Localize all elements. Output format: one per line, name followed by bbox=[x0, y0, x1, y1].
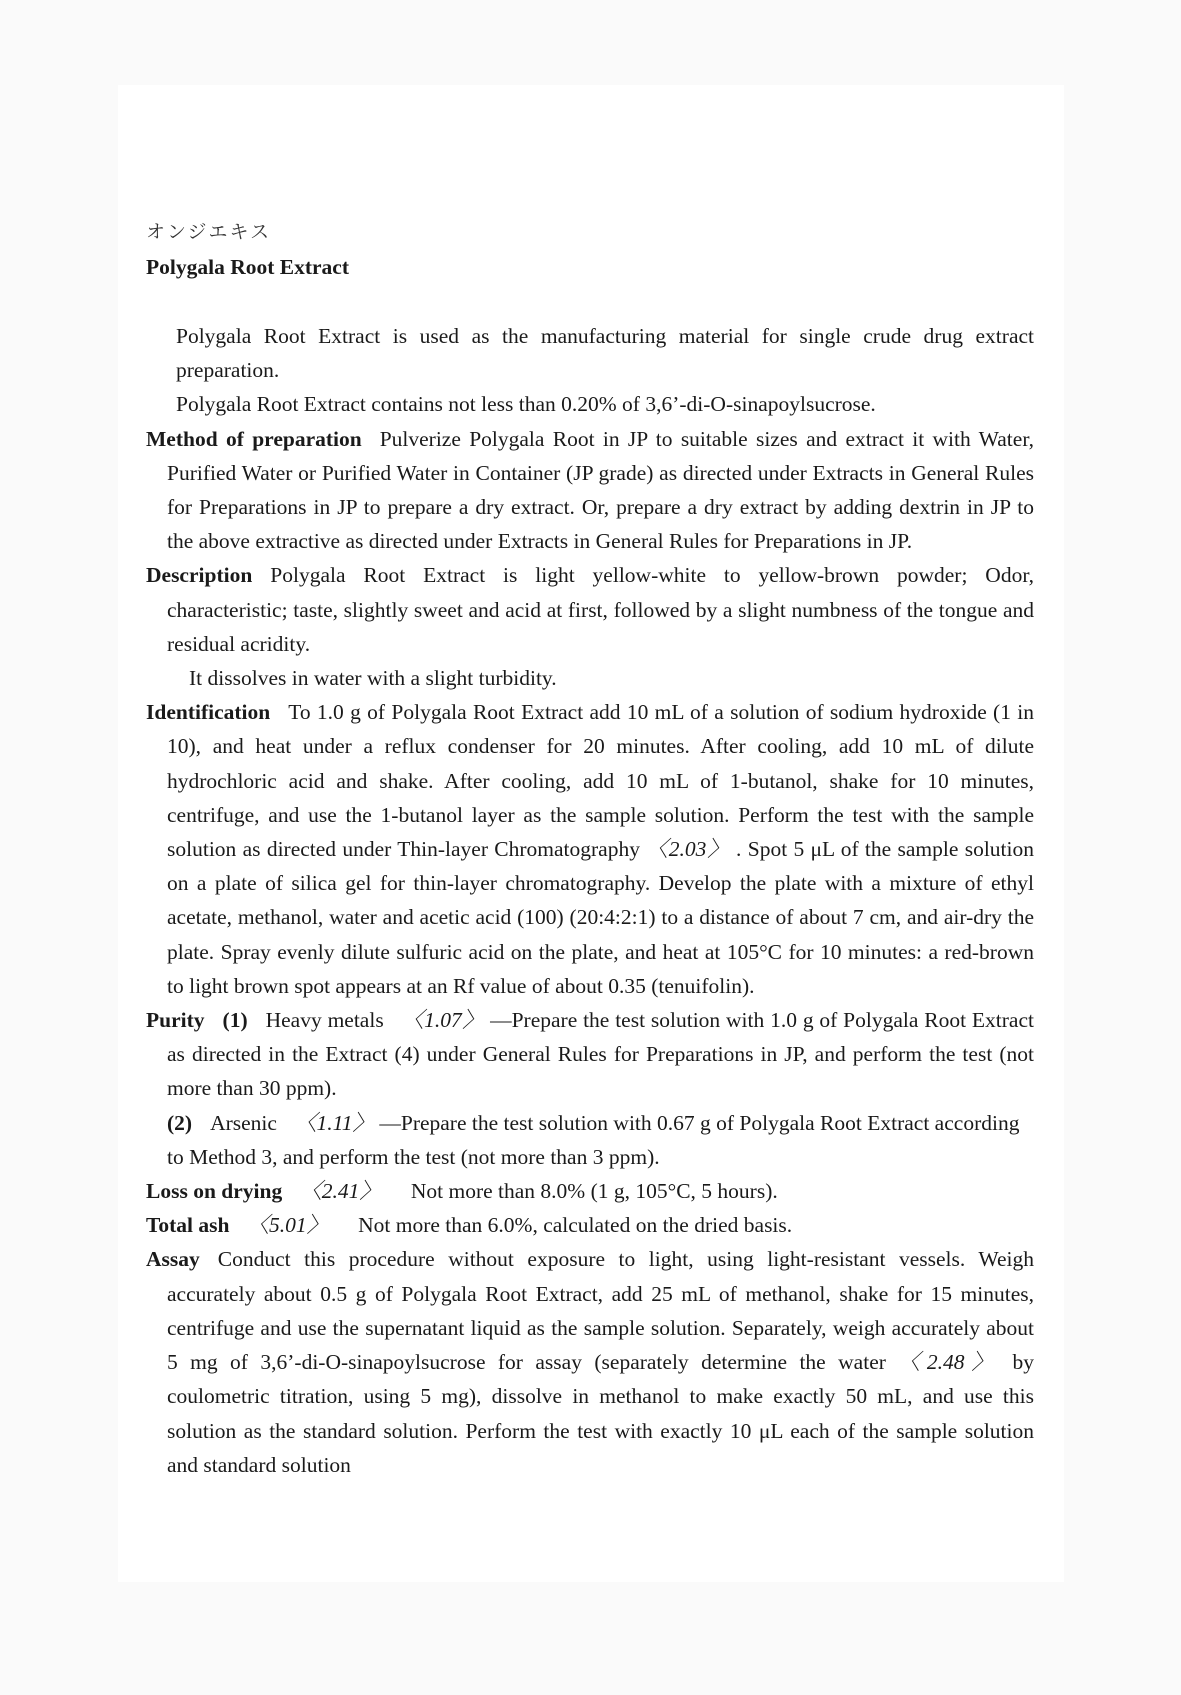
monograph-title: Polygala Root Extract bbox=[146, 255, 350, 279]
document-page bbox=[118, 85, 1064, 1582]
total-ash-section bbox=[146, 1208, 1034, 1242]
identification-text-b: . Spot 5 μL of the sample solution on a plate of silica gel for thin-layer chromatography. Develop the plate with a mixture of ethyl acetate, methanol, water and acetic acid (100) (20:4:2:1) to a distance of about 7 cm, and air-dry the plate. Spray evenly dilute sulfuric acid on the plate, and heat at 105°C for 10 minutes: a red-brown to light brown spot appears at an Rf value of about 0.35 (tenuifolin). bbox=[167, 837, 1035, 998]
purity-item2-text: —Prepare the test solution with 0.67 g of Polygala Root Extract according to Method 3, and perform the test (not more than 3 ppm). bbox=[167, 1110, 1020, 1169]
purity-label: Purity bbox=[146, 1008, 205, 1033]
method-label: Method of preparation bbox=[146, 426, 362, 451]
assay-text-a: Conduct this procedure without exposure to light, using light-resistant vessels. Weigh accurately about 0.5 g of Polygala Root Extract, add 25 mL of methanol, shake for 15 minutes, centrifuge and use the supernatant liquid as the sample solution. Separately, weigh accurately about 5 mg of 3,6’-di-O-sinapoylsucrose for assay (separately determine the water bbox=[167, 1247, 1034, 1375]
identification-label: Identification bbox=[146, 700, 271, 725]
intro-paragraph-2: Polygala Root Extract contains not less than 0.20% of 3,6’-di-O-sinapoylsucrose. bbox=[176, 392, 876, 417]
method-of-preparation-section bbox=[146, 422, 1034, 559]
method-text: Pulverize Polygala Root in JP to suitable sizes and extract it with Water, Purified Water or Purified Water in Container (JP grade) as directed under Extracts in General Rules for Preparations in JP to prepare a dry extract. Or, prepare a dry extract by adding dextrin in JP to the above extractive as directed under Extracts in General Rules for Preparations in JP. bbox=[167, 426, 1034, 554]
total-ash-text: Not more than 6.0%, calculated on the dried basis. bbox=[358, 1213, 793, 1238]
purity-item1-name: Heavy metals bbox=[265, 1008, 384, 1033]
assay-label: Assay bbox=[146, 1247, 200, 1272]
purity-item1-ref: 〈1.07〉 bbox=[401, 1008, 485, 1033]
assay-text-b: by coulometric titration, using 5 mg), dissolve in methanol to make exactly 50 mL, and use this solution as the standard solution. Perform the test with exactly 10 μL each of the sample solution and standard solution bbox=[167, 1350, 1034, 1477]
purity-item-2 bbox=[146, 1106, 1034, 1174]
purity-item2-number: (2) bbox=[167, 1110, 193, 1135]
loss-on-drying-label: Loss on drying bbox=[146, 1179, 283, 1204]
intro-paragraph-1: Polygala Root Extract is used as the manufacturing material for single crude drug extract preparation. bbox=[176, 324, 1034, 383]
identification-section bbox=[146, 695, 1034, 1003]
assay-section bbox=[146, 1242, 1034, 1481]
total-ash-label: Total ash bbox=[146, 1213, 230, 1238]
purity-item1-text: —Prepare the test solution with 1.0 g of Polygala Root Extract as directed in the Extract (4) under General Rules for Preparations in JP, and perform the test (not more than 30 ppm). bbox=[167, 1008, 1034, 1101]
loss-on-drying-section bbox=[146, 1174, 1034, 1208]
monograph-content bbox=[146, 215, 1034, 1482]
purity-section bbox=[146, 1003, 1034, 1106]
description-label: Description bbox=[146, 563, 253, 588]
loss-on-drying-text: Not more than 8.0% (1 g, 105°C, 5 hours). bbox=[410, 1179, 778, 1204]
identification-ref: 〈2.03〉 bbox=[646, 837, 730, 862]
description-section bbox=[146, 558, 1034, 661]
description-paragraph-2: It dissolves in water with a slight turbidity. bbox=[189, 666, 557, 691]
identification-text-a: To 1.0 g of Polygala Root Extract add 10 mL of a solution of sodium hydroxide (1 in 10), and heat under a reflux condenser for 20 minutes. After cooling, add 10 mL of dilute hydrochloric acid and shake. After cooling, add 10 mL of 1-butanol, shake for 10 minutes, centrifuge, and use the 1-butanol layer as the sample solution. Perform the test with the sample solution as directed under Thin-layer Chromatography bbox=[167, 700, 1034, 862]
purity-item2-ref: 〈1.11〉 bbox=[294, 1110, 374, 1135]
loss-on-drying-ref: 〈2.41〉 bbox=[300, 1179, 381, 1204]
purity-item1-number: (1) bbox=[222, 1008, 248, 1033]
description-text: Polygala Root Extract is light yellow-white to yellow-brown powder; Odor, characteristic; taste, slightly sweet and acid at first, followed by a slight numbness of the tongue and residual acridity. bbox=[167, 563, 1034, 656]
total-ash-ref: 〈5.01〉 bbox=[247, 1213, 329, 1238]
assay-ref: 〈2.48〉 bbox=[898, 1350, 1001, 1375]
japanese-title: オンジエキス bbox=[146, 221, 272, 243]
purity-item2-name: Arsenic bbox=[210, 1110, 277, 1135]
